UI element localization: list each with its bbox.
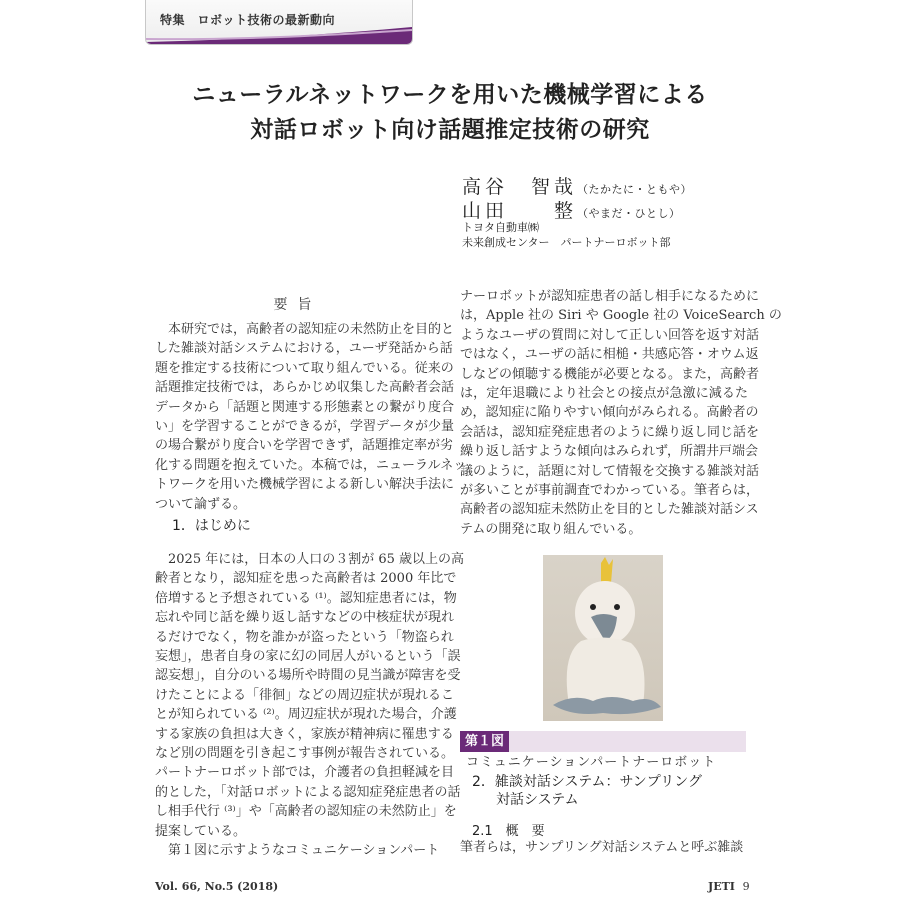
text-line: データから「話題と関連する形態素との繋がり度合 bbox=[155, 399, 455, 415]
text-line: 倍増すると予想されている ⁽¹⁾。認知症患者には，物 bbox=[155, 590, 457, 606]
text-line: トワークを用いた機械学習による新しい解決手法に bbox=[155, 477, 455, 493]
text-line: 繰り返し話すような傾向はみられず，所謂井戸端会 bbox=[460, 444, 758, 460]
text-line: 高齢者の認知症未然防止を目的とした雑談対話シス bbox=[460, 502, 759, 518]
affiliation-department: 未来創成センター パートナーロボット部 bbox=[462, 236, 671, 249]
footer-journal-page bbox=[708, 880, 750, 893]
text-line: 題を推定する技術について取り組んでいる。従来の bbox=[155, 360, 454, 376]
section2-heading-line2: 対話システム bbox=[496, 792, 579, 808]
text-line: るだけでなく，物を誰かが盗ったという「物盗られ bbox=[155, 629, 454, 645]
text-line: め，認知症に陥りやすい傾向がみられる。高齢者の bbox=[460, 405, 759, 421]
author-kana: （やまだ・ひとし） bbox=[577, 207, 681, 220]
journal-name: JETI bbox=[708, 880, 735, 893]
text-line: 会話は，認知症発症患者のように繰り返し同じ話を bbox=[460, 424, 760, 440]
text-line: ではなく，ユーザの話に相槌・共感応答・オウム返 bbox=[460, 347, 759, 363]
text-line: ついて論ずる。 bbox=[155, 496, 247, 512]
text-line: 提案している。 bbox=[155, 823, 247, 839]
text-line: けたことによる「徘徊」などの周辺症状が現れるこ bbox=[155, 687, 455, 703]
author-kana: （たかたに・ともや） bbox=[577, 183, 693, 196]
text-line: 2025 年には，日本の人口の３割が 65 歳以上の高 bbox=[168, 552, 465, 567]
text-line: 齢者となり，認知症を患った高齢者は 2000 年比で bbox=[155, 571, 457, 587]
text-line: 本研究では，高齢者の認知症の未然防止を目的と bbox=[168, 322, 455, 337]
author-1 bbox=[462, 172, 692, 199]
text-line: する家族の負担は大きく，家族が精神病に罹患する bbox=[155, 726, 454, 742]
text-line: パートナーロボット部では，介護者の負担軽減を目 bbox=[155, 765, 455, 781]
section2-body bbox=[460, 838, 748, 857]
paragraph bbox=[155, 320, 467, 514]
text-line: い」を学習することができるが，学習データが少量 bbox=[155, 419, 455, 435]
author-name: 高谷 智哉 bbox=[462, 176, 578, 198]
paragraph bbox=[155, 550, 465, 841]
paragraph bbox=[460, 838, 748, 857]
text-line: 議のように，話題に対して情報を交換する雑談対話 bbox=[460, 463, 760, 479]
text-line: 忘れや同じ話を繰り返し話すなどの中核症状が現れ bbox=[155, 610, 455, 626]
text-line: 話題推定技術では，あらかじめ収集した高齢者会話 bbox=[155, 380, 455, 396]
robot-photo bbox=[543, 555, 663, 721]
text-line: など別の問題を引き起こす事例が報告されている。 bbox=[155, 746, 455, 762]
article-title-line2: 対話ロボット向け話題推定技術の研究 bbox=[250, 117, 650, 143]
text-line: 認妄想」，自分のいる場所や時間の見当識が障害を受 bbox=[155, 668, 461, 684]
affiliation-company: トヨタ自動車㈱ bbox=[462, 221, 539, 234]
text-line: とが知られている ⁽²⁾。周辺症状が現れた場合，介護 bbox=[155, 707, 457, 723]
text-line: ようなユーザの質問に対して正しい回答を返す対話 bbox=[460, 327, 760, 343]
text-line: は，定年退職により社会との接点が急激に減るた bbox=[460, 386, 748, 402]
text-line: 化する問題を抱えていた。本稿では，ニューラルネッ bbox=[155, 457, 467, 473]
figure1-caption bbox=[460, 731, 746, 770]
text-line: テムの開発に取り組んでいる。 bbox=[460, 521, 642, 537]
paragraph bbox=[155, 841, 440, 860]
text-line: の場合繋がり度合いを学習できず，話題推定率が劣 bbox=[155, 438, 453, 454]
text-line: 妄想」，患者自身の家に幻の同居人がいるという「誤 bbox=[155, 649, 461, 665]
figure-label: 第１図 bbox=[460, 731, 509, 752]
abstract-heading: 要旨 bbox=[273, 297, 322, 313]
text-line: しなどの傾聴する機能が必要となる。また，高齢者 bbox=[460, 366, 760, 382]
text-line: 筆者らは，サンプリング対話システムと呼ぶ雑談 bbox=[460, 840, 744, 855]
feature-label: 特集 ロボット技術の最新動向 bbox=[160, 13, 336, 27]
section1-body bbox=[155, 550, 465, 861]
purple-swoosh-decoration bbox=[146, 26, 412, 44]
section2-heading-line1: 2．雑談対話システム：サンプリング bbox=[472, 774, 702, 790]
page-number: 9 bbox=[742, 880, 750, 893]
section1-body-continued bbox=[460, 287, 782, 539]
article-title-line1: ニューラルネットワークを用いた機械学習による bbox=[192, 82, 708, 108]
text-line: ナーロボットが認知症患者の話し相手になるために bbox=[460, 289, 760, 304]
abstract-body bbox=[155, 320, 467, 514]
figure-caption-text: コミュニケーションパートナーロボット bbox=[466, 755, 717, 770]
footer-volume: Vol. 66, No.5 (2018) bbox=[155, 880, 279, 893]
text-line: し相手代行 ⁽³⁾」や「高齢者の認知症の未然防止」を bbox=[155, 804, 457, 820]
text-line: 第１図に示すようなコミュニケーションパート bbox=[168, 843, 440, 859]
text-line: 的とした，「対話ロボットによる認知症発症患者の話 bbox=[155, 784, 461, 800]
feature-header-tab bbox=[145, 0, 413, 45]
text-line: が多いことが事前調査でわかっている。筆者らは， bbox=[460, 483, 760, 499]
subsection-2-1-heading: 2.1 概 要 bbox=[472, 824, 545, 839]
section1-heading: 1．はじめに bbox=[172, 518, 251, 534]
author-name: 山田 整 bbox=[462, 200, 578, 222]
paragraph bbox=[460, 287, 782, 539]
text-line: した雑談対話システムにおける，ユーザ発話から話 bbox=[155, 341, 453, 357]
text-line: は，Apple 社の Siri や Google 社の VoiceSearch の bbox=[460, 308, 782, 324]
